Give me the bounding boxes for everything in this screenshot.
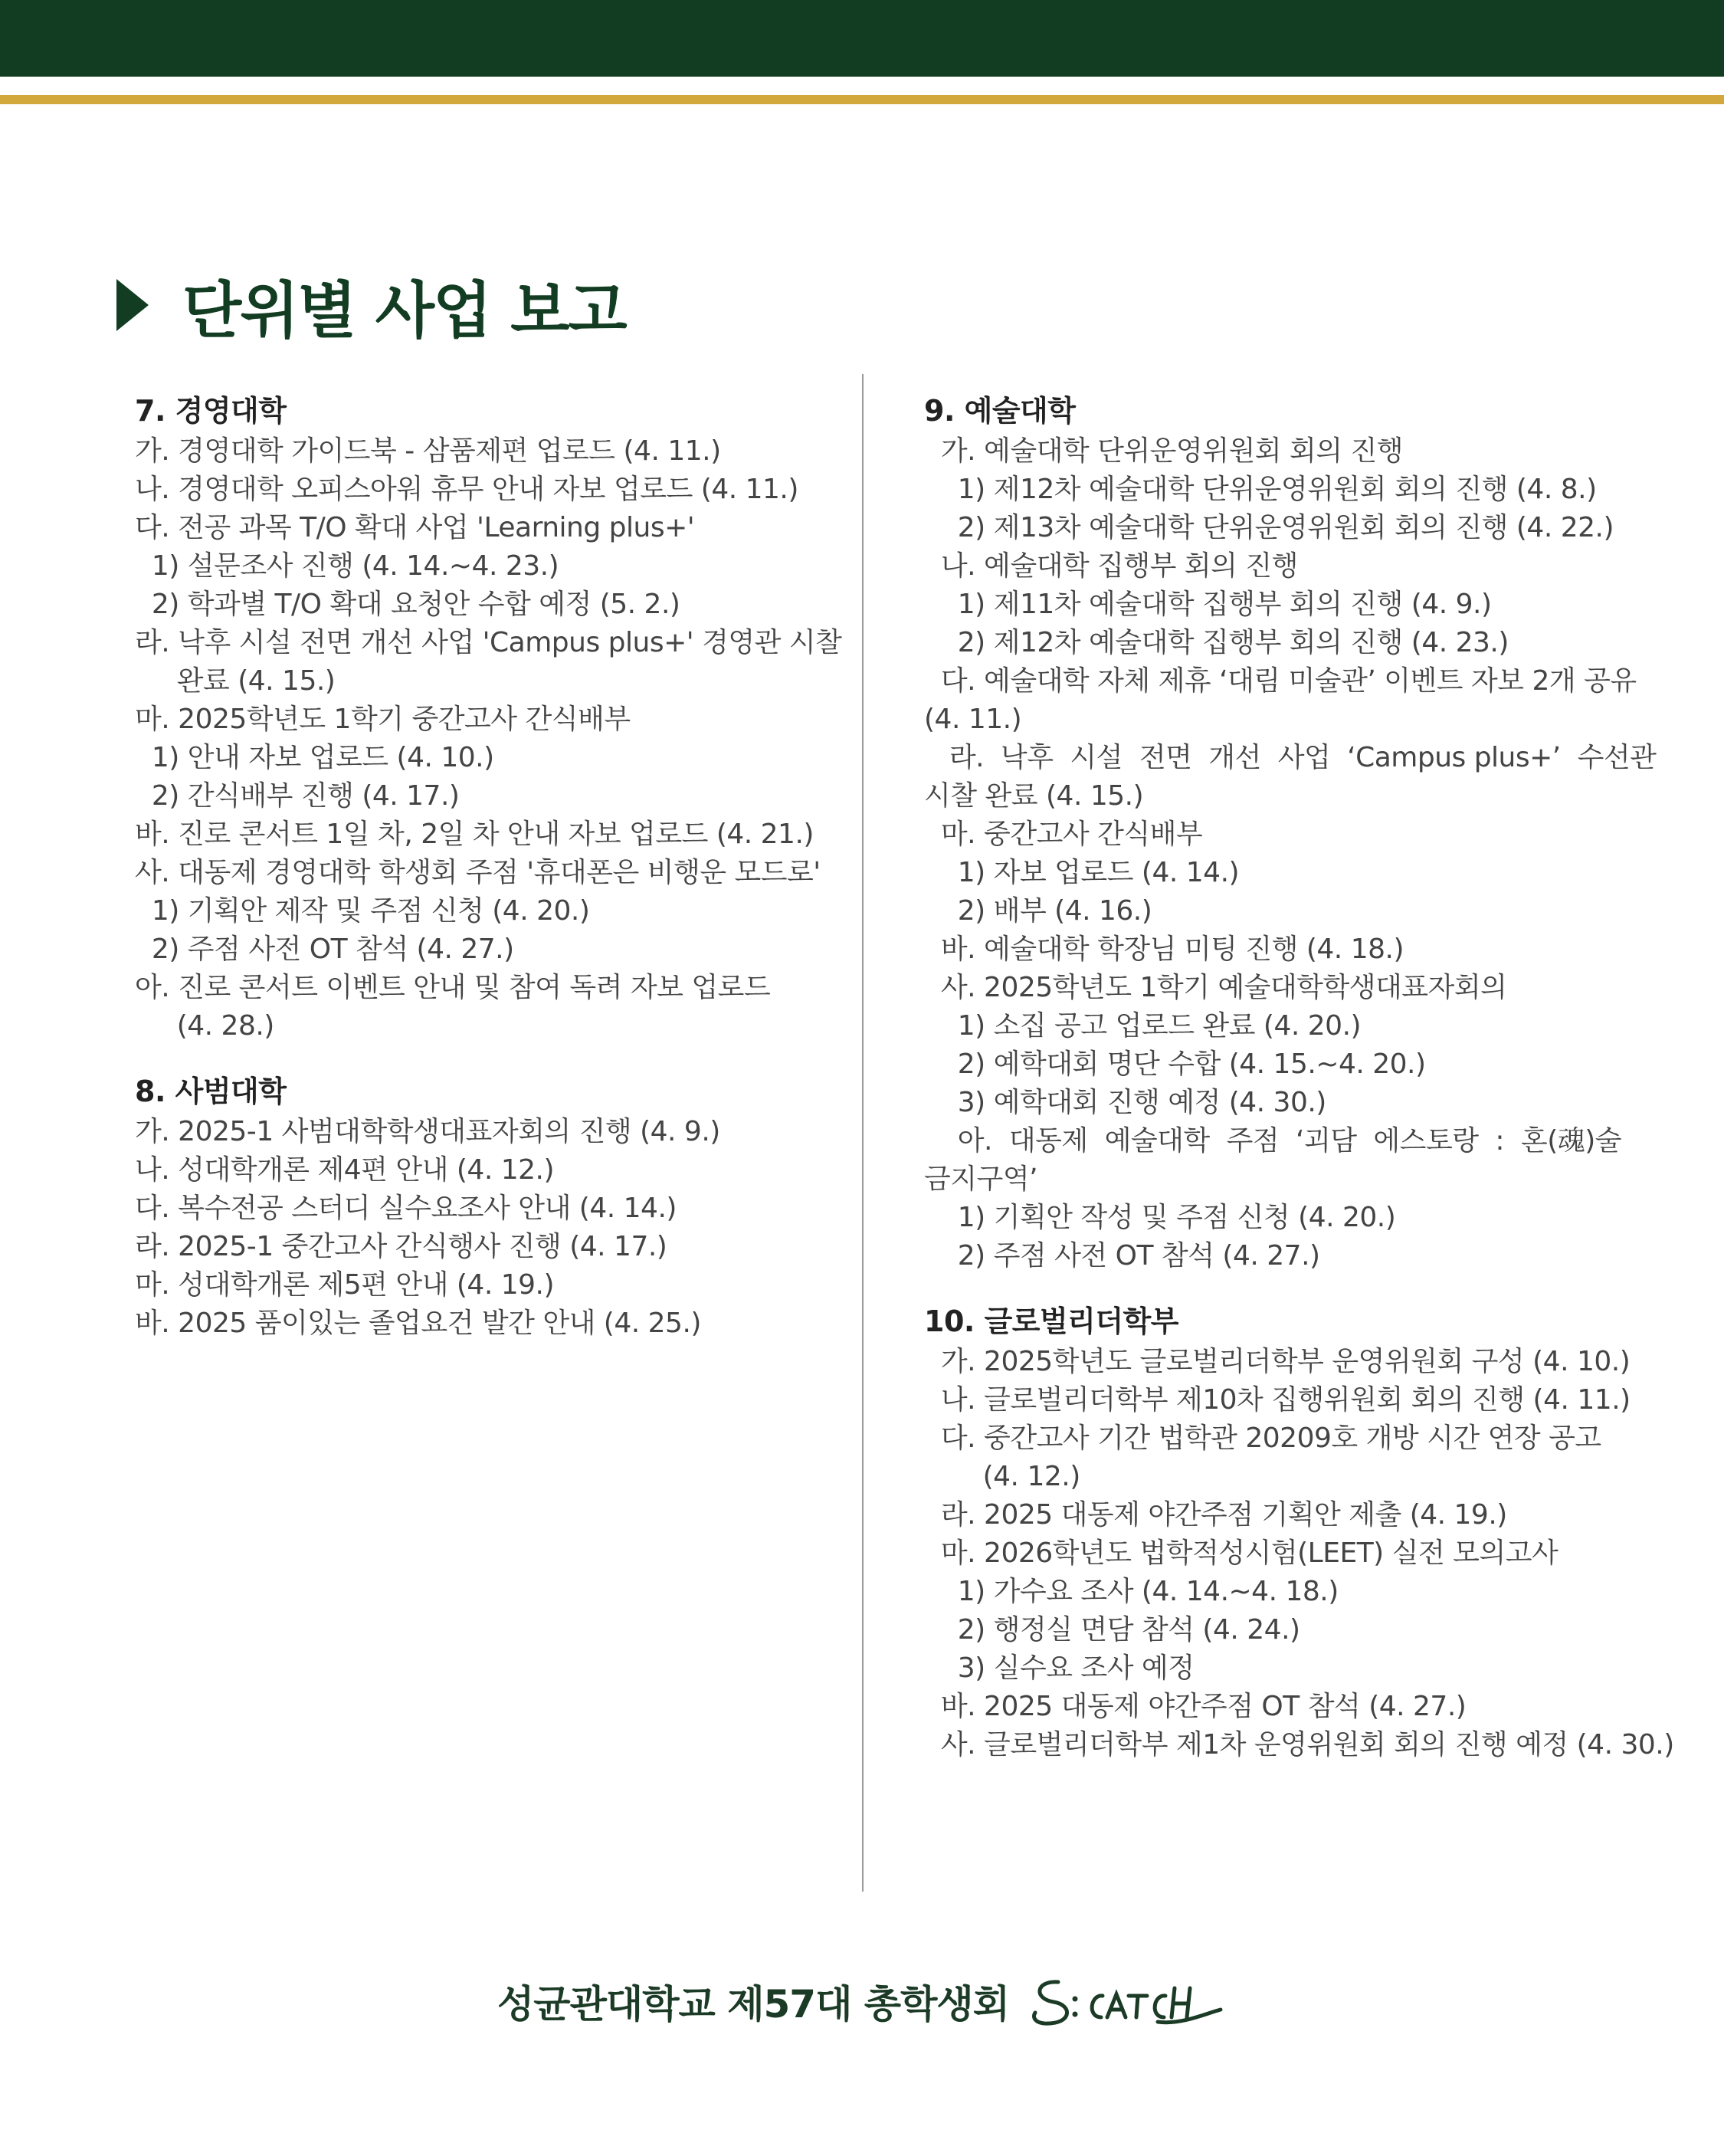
report-item: 가. 예술대학 단위운영위원회 회의 진행 [924, 435, 1404, 467]
report-item: 다. 예술대학 자체 제휴 ‘대림 미술관’ 이벤트 자보 2개 공유 [924, 665, 1637, 697]
report-item: 1) 제11차 예술대학 집행부 회의 진행 (4. 9.) [924, 589, 1492, 620]
page-header [116, 267, 626, 346]
report-item: 바. 2025 품이있는 졸업요건 발간 안내 (4. 25.) [135, 1308, 701, 1339]
report-item: 가. 경영대학 가이드북 - 삼품제편 업로드 (4. 11.) [135, 435, 721, 467]
footer [0, 1967, 1724, 2036]
report-item: 2) 배부 (4. 16.) [924, 895, 1152, 927]
report-item: 1) 안내 자보 업로드 (4. 10.) [135, 742, 494, 773]
report-item: (4. 11.) [924, 704, 1022, 735]
report-item: 라. 2025-1 중간고사 간식행사 진행 (4. 17.) [135, 1231, 667, 1262]
report-item: 1) 설문조사 진행 (4. 14.~4. 23.) [135, 550, 559, 582]
report-item: (4. 28.) [135, 1010, 274, 1042]
section-title: 8. 사범대학 [135, 1075, 287, 1108]
report-item: 라. 2025 대동제 야간주점 기획안 제출 (4. 19.) [924, 1499, 1507, 1531]
left-column [135, 389, 840, 1367]
report-item: 2) 제12차 예술대학 집행부 회의 진행 (4. 23.) [924, 627, 1509, 658]
report-item: 사. 2025학년도 1학기 예술대학학생대표자회의 [924, 972, 1507, 1003]
report-item: 라. 낙후 시설 전면 개선 사업 ‘Campus plus+’ 수선관 [924, 742, 1657, 773]
report-item: 2) 예학대회 명단 수합 (4. 15.~4. 20.) [924, 1048, 1426, 1080]
report-item: 아. 진로 콘서트 이벤트 안내 및 참여 독려 자보 업로드 [135, 972, 771, 1003]
play-triangle-icon [116, 279, 149, 331]
report-item: 마. 중간고사 간식배부 [924, 819, 1203, 850]
report-item: 시찰 완료 (4. 15.) [924, 780, 1144, 812]
section-title: 10. 글로벌리더학부 [924, 1304, 1179, 1338]
report-item: 가. 2025-1 사범대학학생대표자회의 진행 (4. 9.) [135, 1116, 720, 1147]
report-item: 바. 2025 대동제 야간주점 OT 참석 (4. 27.) [924, 1691, 1467, 1722]
column-divider [862, 374, 864, 1892]
scatch-logo [1028, 1967, 1227, 2036]
report-item: 사. 대동제 경영대학 학생회 주점 '휴대폰은 비행운 모드로' [135, 857, 821, 888]
report-item: 나. 경영대학 오피스아워 휴무 안내 자보 업로드 (4. 11.) [135, 474, 798, 505]
section-education-school [135, 1070, 840, 1343]
report-item: 2) 주점 사전 OT 참석 (4. 27.) [135, 934, 514, 965]
report-item: 라. 낙후 시설 전면 개선 사업 'Campus plus+' 경영관 시찰 [135, 627, 842, 658]
report-item: 마. 2026학년도 법학적성시험(LEET) 실전 모의고사 [924, 1537, 1558, 1569]
report-item: 2) 간식배부 진행 (4. 17.) [135, 780, 460, 812]
report-item: 3) 실수요 조사 예정 [924, 1652, 1195, 1684]
report-item: 1) 제12차 예술대학 단위운영위원회 회의 진행 (4. 8.) [924, 474, 1597, 505]
report-item: 다. 복수전공 스터디 실수요조사 안내 (4. 14.) [135, 1193, 677, 1224]
report-item: 아. 대동제 예술대학 주점 ‘괴담 에스토랑 : 혼(魂)술 [924, 1125, 1622, 1157]
report-item: 나. 예술대학 집행부 회의 진행 [924, 550, 1298, 582]
report-item: 다. 중간고사 기간 법학관 20209호 개방 시간 연장 공고 [924, 1423, 1601, 1454]
report-item: 2) 행정실 면담 참석 (4. 24.) [924, 1614, 1300, 1646]
right-column [924, 389, 1683, 1789]
report-item: 1) 가수요 조사 (4. 14.~4. 18.) [924, 1576, 1339, 1607]
report-item: 가. 2025학년도 글로벌리더학부 운영위원회 구성 (4. 10.) [924, 1346, 1631, 1377]
footer-text: 성균관대학교 제57대 총학생회 [497, 1982, 1009, 2026]
report-item: 2) 학과별 T/O 확대 요청안 수합 예정 (5. 2.) [135, 589, 680, 620]
report-item: 1) 소집 공고 업로드 완료 (4. 20.) [924, 1010, 1362, 1042]
report-item: 1) 자보 업로드 (4. 14.) [924, 857, 1240, 888]
report-item: 금지구역’ [924, 1163, 1038, 1195]
gold-accent-line [0, 95, 1724, 104]
report-item: 1) 기획안 작성 및 주점 신청 (4. 20.) [924, 1202, 1396, 1233]
section-title: 7. 경영대학 [135, 394, 287, 428]
report-item: 사. 글로벌리더학부 제1차 운영위원회 회의 진행 예정 (4. 30.) [924, 1729, 1674, 1761]
section-title: 9. 예술대학 [924, 394, 1076, 428]
report-item: 나. 성대학개론 제4편 안내 (4. 12.) [135, 1154, 555, 1186]
report-item: 다. 전공 과목 T/O 확대 사업 'Learning plus+' [135, 512, 695, 543]
top-banner [0, 0, 1724, 77]
report-item: 3) 예학대회 진행 예정 (4. 30.) [924, 1087, 1326, 1118]
section-arts-school [924, 389, 1683, 1275]
section-business-school [135, 389, 840, 1045]
page-title: 단위별 사업 보고 [182, 274, 626, 346]
report-item: 1) 기획안 제작 및 주점 신청 (4. 20.) [135, 895, 590, 927]
report-item: 바. 진로 콘서트 1일 차, 2일 차 안내 자보 업로드 (4. 21.) [135, 819, 814, 850]
report-item: 마. 2025학년도 1학기 중간고사 간식배부 [135, 704, 631, 735]
report-item: 바. 예술대학 학장님 미팅 진행 (4. 18.) [924, 934, 1404, 965]
report-item: 2) 제13차 예술대학 단위운영위원회 회의 진행 (4. 22.) [924, 512, 1614, 543]
report-item: (4. 12.) [924, 1461, 1080, 1492]
report-item: 마. 성대학개론 제5편 안내 (4. 19.) [135, 1269, 555, 1301]
section-global-leader [924, 1300, 1683, 1764]
report-item: 2) 주점 사전 OT 참석 (4. 27.) [924, 1240, 1320, 1272]
report-item: 나. 글로벌리더학부 제10차 집행위원회 회의 진행 (4. 11.) [924, 1384, 1631, 1416]
report-item: 완료 (4. 15.) [135, 665, 336, 697]
